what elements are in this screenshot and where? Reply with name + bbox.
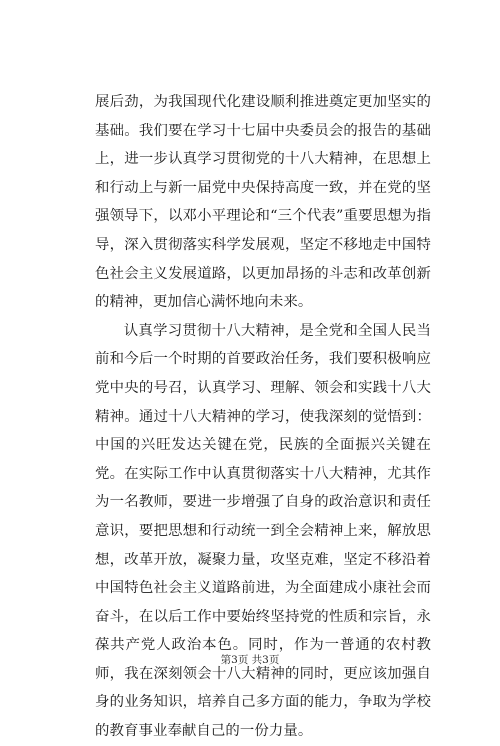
body-paragraph-1: 展后劲，为我国现代化建设顺利推进奠定更加坚实的基础。我们要在学习十七届中央委员会的报告的基础上，进一步认真学习贯彻党的十八大精神，在思想上和行动上与新一届党中央保持高度一致，并在党的坚强领导下，以邓小平理论和“三个代表”重要思想为指导，深入贯彻落实科学发展观，坚定不移地走中国特色社会主义发展道路，以更加昂扬的斗志和改革创新的精神，更加信心满怀地向未来。 (95, 94, 431, 311)
page-footer (0, 652, 500, 667)
page-number-label: 第3页 共3页 (220, 654, 280, 666)
document-body (95, 88, 431, 746)
body-paragraph-2: 认真学习贯彻十八大精神，是全党和全国人民当前和今后一个时期的首要政治任务，我们要积极响应党中央的号召，认真学习、理解、领会和实践十八大精神。通过十八大精神的学习，使我深刻的觉悟到：中国的兴旺发达关键在党，民族的全面振兴关键在党。在实际工作中认真贯彻落实十八大精神，尤其作为一名教师，要进一步增强了自身的政治意识和责任意识，要把思想和行动统一到全会精神上来，解放思想，改革开放，凝聚力量，攻坚克难，坚定不移沿着中国特色社会主义道路前进，为全面建成小康社会而奋斗，在以后工作中要始终坚持党的性质和宗旨，永葆共产党人政治本色。同时，作为一普通的农村教师，我在深刻领会十八大精神的同时，更应该加强自身的业务知识，培养自己多方面的能力，争取为学校的教育事业奉献自己的一份力量。 (95, 322, 431, 740)
